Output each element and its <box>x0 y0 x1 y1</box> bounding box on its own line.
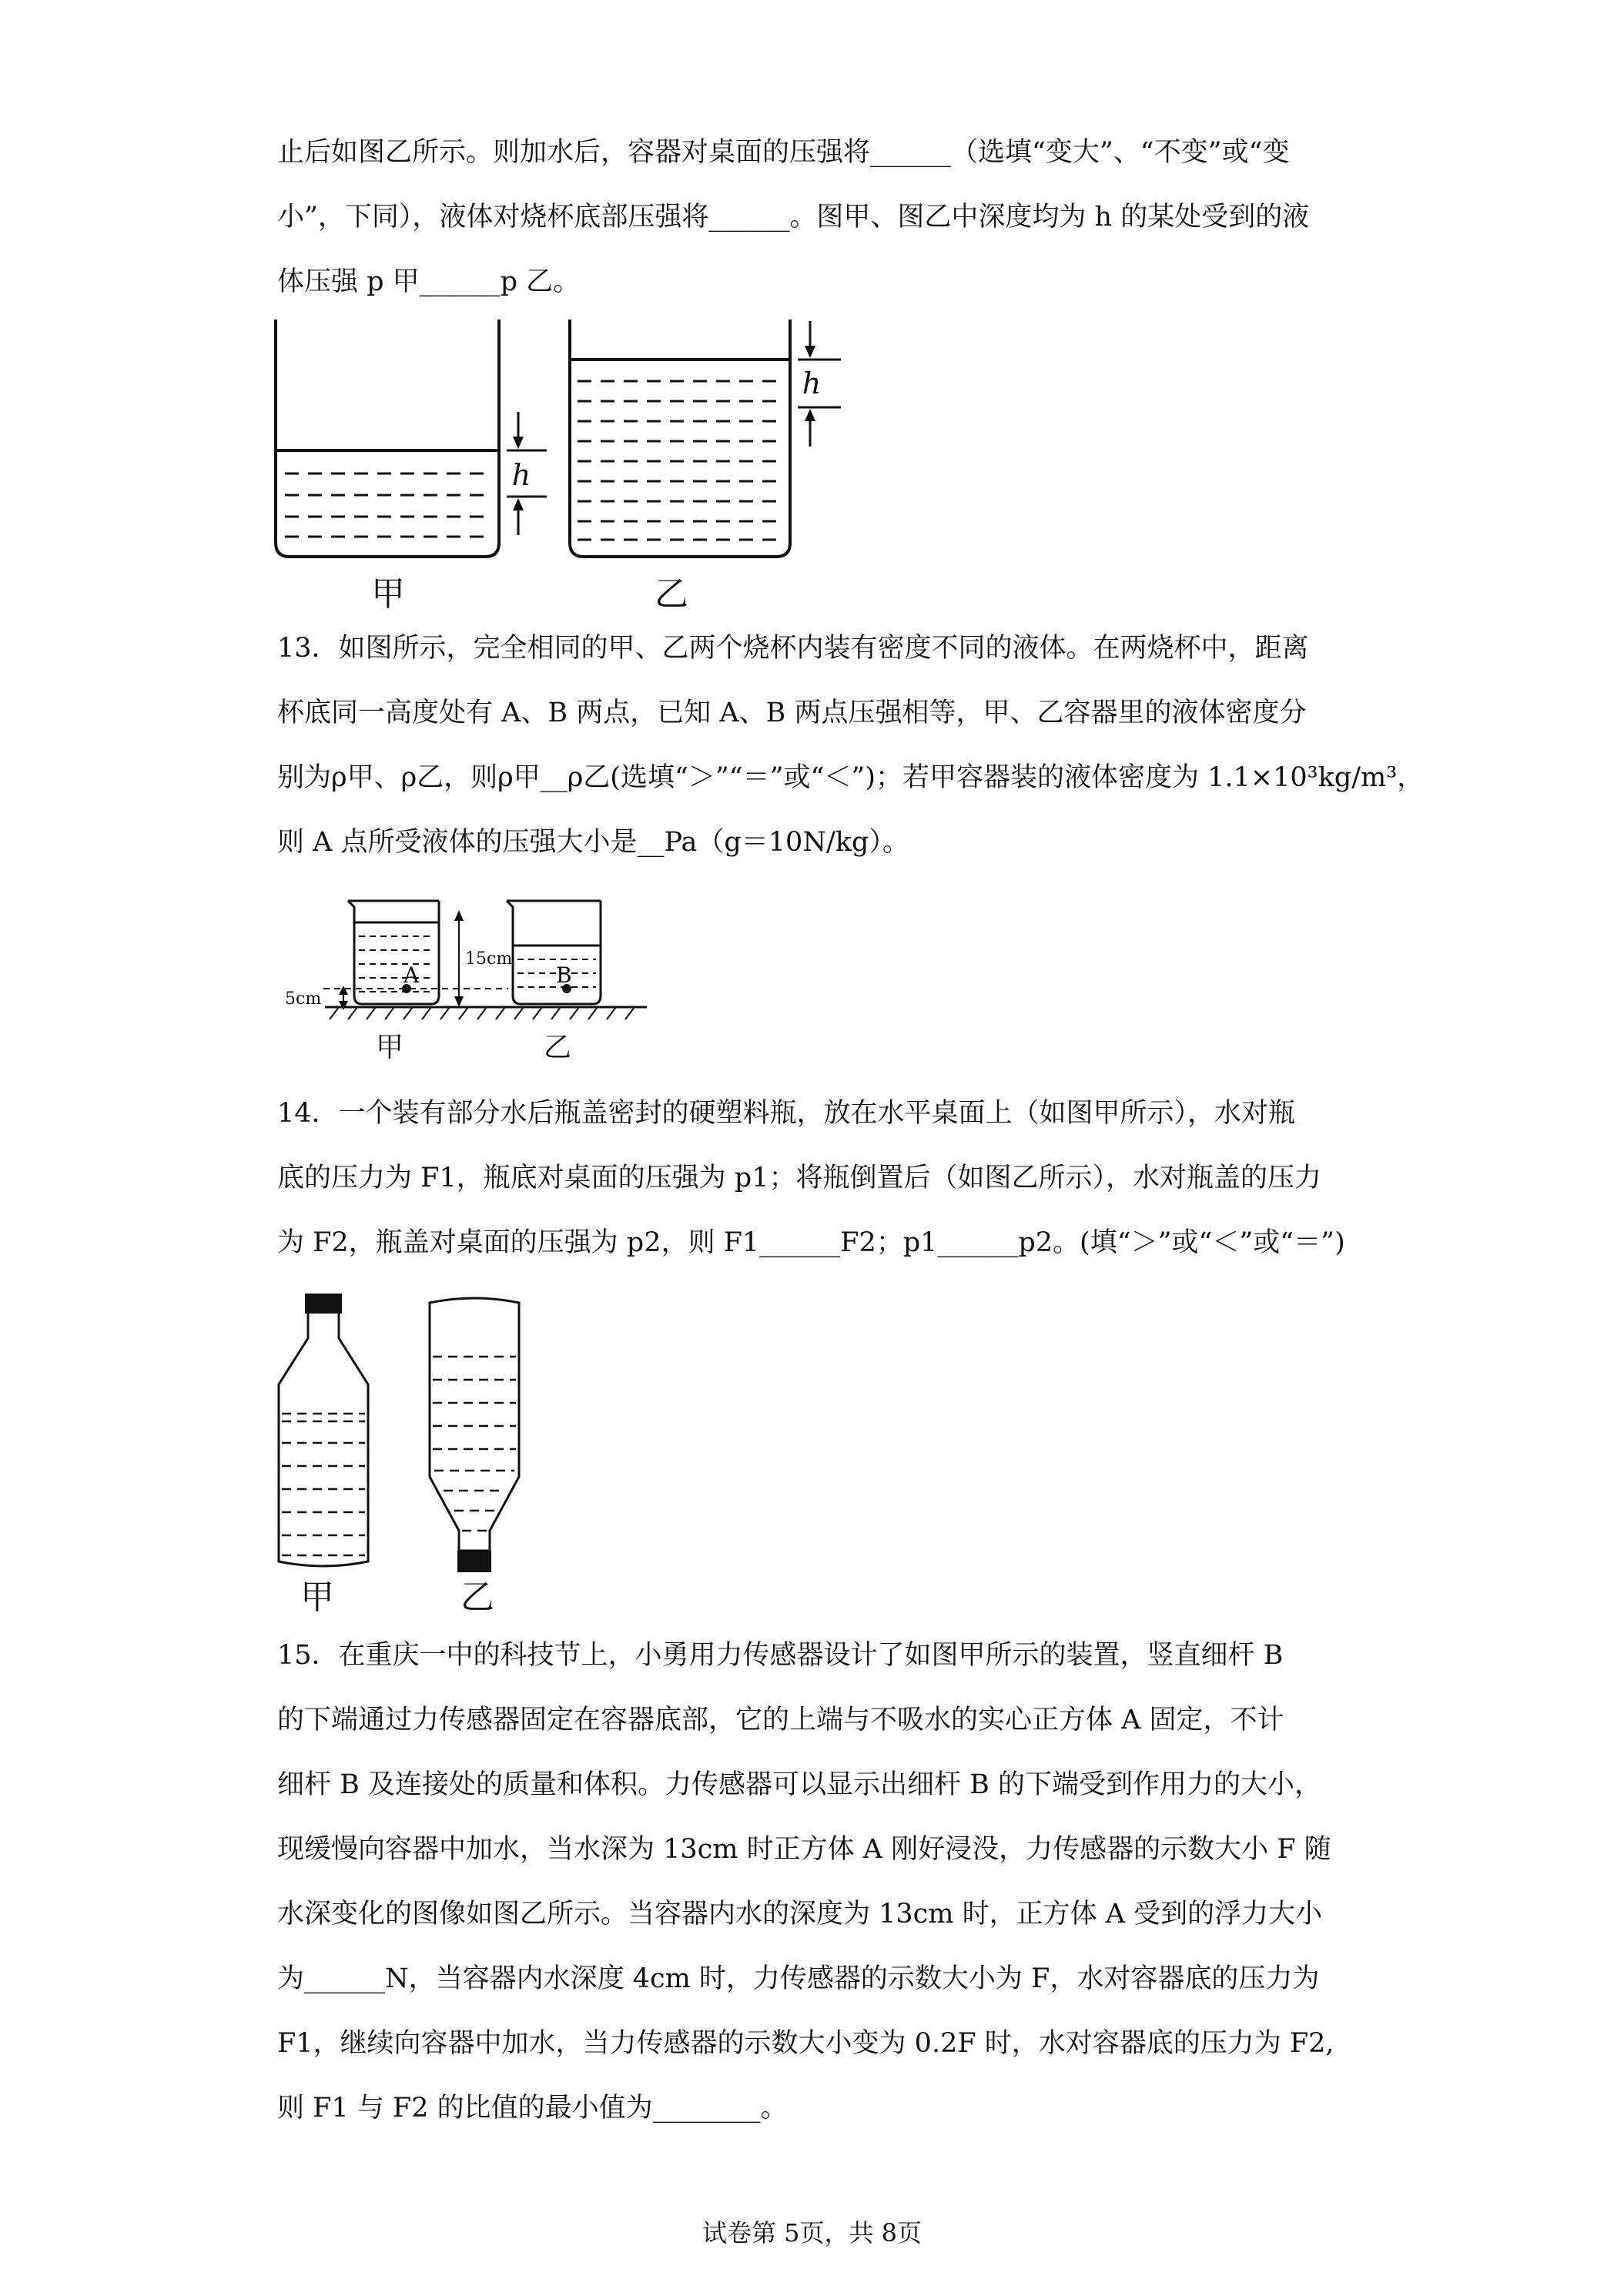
q13-line-2: 杯底同一高度处有 A、B 两点，已知 A、B 两点压强相等，甲、乙容器里的液体密度分 <box>277 698 1307 728</box>
page-footer: 试卷第 5页，共 8页 <box>702 2218 922 2247</box>
q14-caption-yi: 乙 <box>460 1578 494 1617</box>
q15-line-7: F1，继续向容器中加水，当力传感器的示数大小变为 0.2F 时，水对容器底的压力为 F2, <box>277 2028 1334 2059</box>
q13-line-4: 则 A 点所受液体的压强大小是__Pa（g＝10N/kg）。 <box>277 827 909 858</box>
q14-line-2: 底的压力为 F1，瓶底对桌面的压强为 p1；将瓶倒置后（如图乙所示），水对瓶盖的压力 <box>277 1163 1321 1193</box>
q12-h-label-left: h <box>511 458 531 492</box>
q15-line-4: 现缓慢向容器中加水，当水深为 13cm 时正方体 A 刚好浸没，力传感器的示数大小 F 随 <box>277 1834 1331 1865</box>
q15-line-2: 的下端通过力传感器固定在容器底部，它的上端与不吸水的实心正方体 A 固定，不计 <box>277 1705 1284 1735</box>
q12-caption-yi: 乙 <box>655 574 688 614</box>
q13-label-15cm: 15cm <box>465 949 513 969</box>
q12-h-label-right: h <box>802 366 822 400</box>
q13-label-5cm: 5cm <box>285 989 322 1009</box>
q15-line-8: 则 F1 与 F2 的比值的最小值为________。 <box>277 2093 788 2124</box>
q12-caption-jia: 甲 <box>371 574 405 614</box>
q13-caption-yi: 乙 <box>544 1032 572 1061</box>
q15-line-1: 15．在重庆一中的科技节上，小勇用力传感器设计了如图甲所示的装置，竖直细杆 B <box>277 1640 1284 1671</box>
q14-line-1: 14．一个装有部分水后瓶盖密封的硬塑料瓶，放在水平桌面上（如图甲所示），水对瓶 <box>277 1098 1296 1129</box>
q15-line-3: 细杆 B 及连接处的质量和体积。力传感器可以显示出细杆 B 的下端受到作用力的大小， <box>277 1769 1321 1800</box>
q13-line-3: 别为ρ甲、ρ乙，则ρ甲__ρ乙(选填“＞”“＝”或“＜”)；若甲容器装的液体密度为 1.1×10³kg/m³， <box>277 762 1425 793</box>
q12-line-3: 体压强 p 甲______p 乙。 <box>277 266 581 297</box>
q13-line-1: 13．如图所示，完全相同的甲、乙两个烧杯内装有密度不同的液体。在两烧杯中，距离 <box>277 633 1309 664</box>
q12-line-1: 止后如图乙所示。则加水后，容器对桌面的压强将______（选填“变大”、“不变”或“变 <box>277 137 1290 168</box>
q13-point-a: A <box>403 962 420 988</box>
q13-caption-jia: 甲 <box>376 1032 404 1061</box>
q12-beakers-figure <box>262 312 878 620</box>
q13-beakers-figure <box>277 884 678 1061</box>
q13-point-b: B <box>556 962 572 988</box>
q14-caption-jia: 甲 <box>300 1578 334 1617</box>
q15-line-5: 水深变化的图像如图乙所示。当容器内水的深度为 13cm 时，正方体 A 受到的浮力大小 <box>277 1899 1323 1930</box>
q14-bottles-figure <box>262 1284 570 1592</box>
q14-line-3: 为 F2，瓶盖对桌面的压强为 p2，则 F1______F2；p1______p2。(填“＞”或“＜”或“＝”) <box>277 1227 1345 1258</box>
q15-line-6: 为______N，当容器内水深度 4cm 时，力传感器的示数大小为 F，水对容器底的压力为 <box>277 1963 1320 1994</box>
q12-line-2: 小”，下同），液体对烧杯底部压强将______。图甲、图乙中深度均为 h 的某处受到的液 <box>277 202 1310 233</box>
